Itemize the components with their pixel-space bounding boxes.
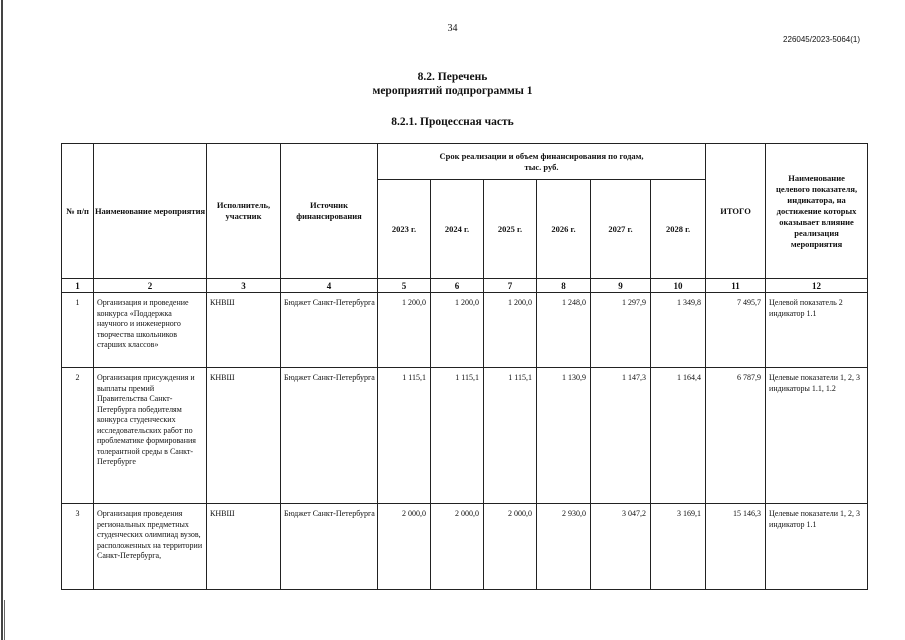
year-amount: 3 169,1 <box>651 504 706 590</box>
executor: КНВШ <box>207 504 281 590</box>
column-number: 8 <box>537 279 591 293</box>
header-num: № п/п <box>62 144 94 279</box>
table-row <box>62 504 868 590</box>
column-number: 10 <box>651 279 706 293</box>
year-amount: 1 115,1 <box>484 368 537 504</box>
subsection-title: 8.2.1. Процессная часть <box>391 116 514 128</box>
activity-name: Организация присуждения и выплаты премий Правительства Санкт-Петербурга победителям конкурса студенческих исследовательских работ по проблематике формирования толерантной среды в Санкт-Петербурге <box>94 368 207 504</box>
column-number: 11 <box>706 279 766 293</box>
header-year: 2028 г. <box>651 180 706 279</box>
section-title-line-2: мероприятий подпрограммы 1 <box>372 85 533 97</box>
header-year: 2026 г. <box>537 180 591 279</box>
header-indicator: Наименование целевого показателя, индикатора, на достижение которых оказывает влияние реализация мероприятия <box>766 144 868 279</box>
year-amount: 3 047,2 <box>591 504 651 590</box>
header-year: 2027 г. <box>591 180 651 279</box>
column-number: 4 <box>281 279 378 293</box>
year-amount: 1 115,1 <box>431 368 484 504</box>
year-amount: 1 115,1 <box>378 368 431 504</box>
column-number: 2 <box>94 279 207 293</box>
year-amount: 1 130,9 <box>537 368 591 504</box>
header-period-group: Срок реализации и объем финансирования по годам, тыс. руб. <box>378 144 706 180</box>
year-amount: 1 200,0 <box>484 293 537 368</box>
funding-source: Бюджет Санкт-Петербурга <box>281 368 378 504</box>
year-amount: 1 297,9 <box>591 293 651 368</box>
table-header-row <box>62 144 868 180</box>
executor: КНВШ <box>207 368 281 504</box>
column-number: 1 <box>62 279 94 293</box>
column-number: 9 <box>591 279 651 293</box>
column-number: 3 <box>207 279 281 293</box>
header-source: Источник финансирования <box>281 144 378 279</box>
indicator: Целевой показатель 2 индикатор 1.1 <box>766 293 868 368</box>
indicator: Целевые показатели 1, 2, 3 индикатор 1.1 <box>766 504 868 590</box>
row-number: 2 <box>62 368 94 504</box>
page-number: 34 <box>447 23 458 34</box>
activities-table <box>61 143 868 590</box>
header-name: Наименование мероприятия <box>94 144 207 279</box>
year-amount: 1 248,0 <box>537 293 591 368</box>
year-amount: 2 930,0 <box>537 504 591 590</box>
document-id: 226045/2023-5064(1) <box>783 35 860 44</box>
total-amount: 6 787,9 <box>706 368 766 504</box>
year-amount: 2 000,0 <box>378 504 431 590</box>
header-total: ИТОГО <box>706 144 766 279</box>
year-amount: 1 164,4 <box>651 368 706 504</box>
year-amount: 1 349,8 <box>651 293 706 368</box>
table-row <box>62 293 868 368</box>
funding-source: Бюджет Санкт-Петербурга <box>281 504 378 590</box>
year-amount: 1 200,0 <box>431 293 484 368</box>
year-amount: 1 147,3 <box>591 368 651 504</box>
year-amount: 2 000,0 <box>484 504 537 590</box>
column-number: 5 <box>378 279 431 293</box>
column-number: 6 <box>431 279 484 293</box>
year-amount: 2 000,0 <box>431 504 484 590</box>
header-year: 2025 г. <box>484 180 537 279</box>
funding-source: Бюджет Санкт-Петербурга <box>281 293 378 368</box>
header-executor: Исполнитель, участник <box>207 144 281 279</box>
row-number: 1 <box>62 293 94 368</box>
header-year: 2023 г. <box>378 180 431 279</box>
activity-name: Организация и проведение конкурса «Поддержка научного и инженерного творчества школьников старших классов» <box>94 293 207 368</box>
header-year: 2024 г. <box>431 180 484 279</box>
total-amount: 15 146,3 <box>706 504 766 590</box>
table-row <box>62 368 868 504</box>
activity-name: Организация проведения региональных предметных студенческих олимпиад вузов, расположенных на территории Санкт-Петербурга, <box>94 504 207 590</box>
column-number: 7 <box>484 279 537 293</box>
column-number-row <box>62 279 868 293</box>
section-title-line-1: 8.2. Перечень <box>417 71 488 83</box>
row-number: 3 <box>62 504 94 590</box>
column-number: 12 <box>766 279 868 293</box>
executor: КНВШ <box>207 293 281 368</box>
year-amount: 1 200,0 <box>378 293 431 368</box>
total-amount: 7 495,7 <box>706 293 766 368</box>
indicator: Целевые показатели 1, 2, 3 индикаторы 1.1, 1.2 <box>766 368 868 504</box>
scan-edge-line <box>4 600 5 640</box>
section-title <box>0 70 905 98</box>
